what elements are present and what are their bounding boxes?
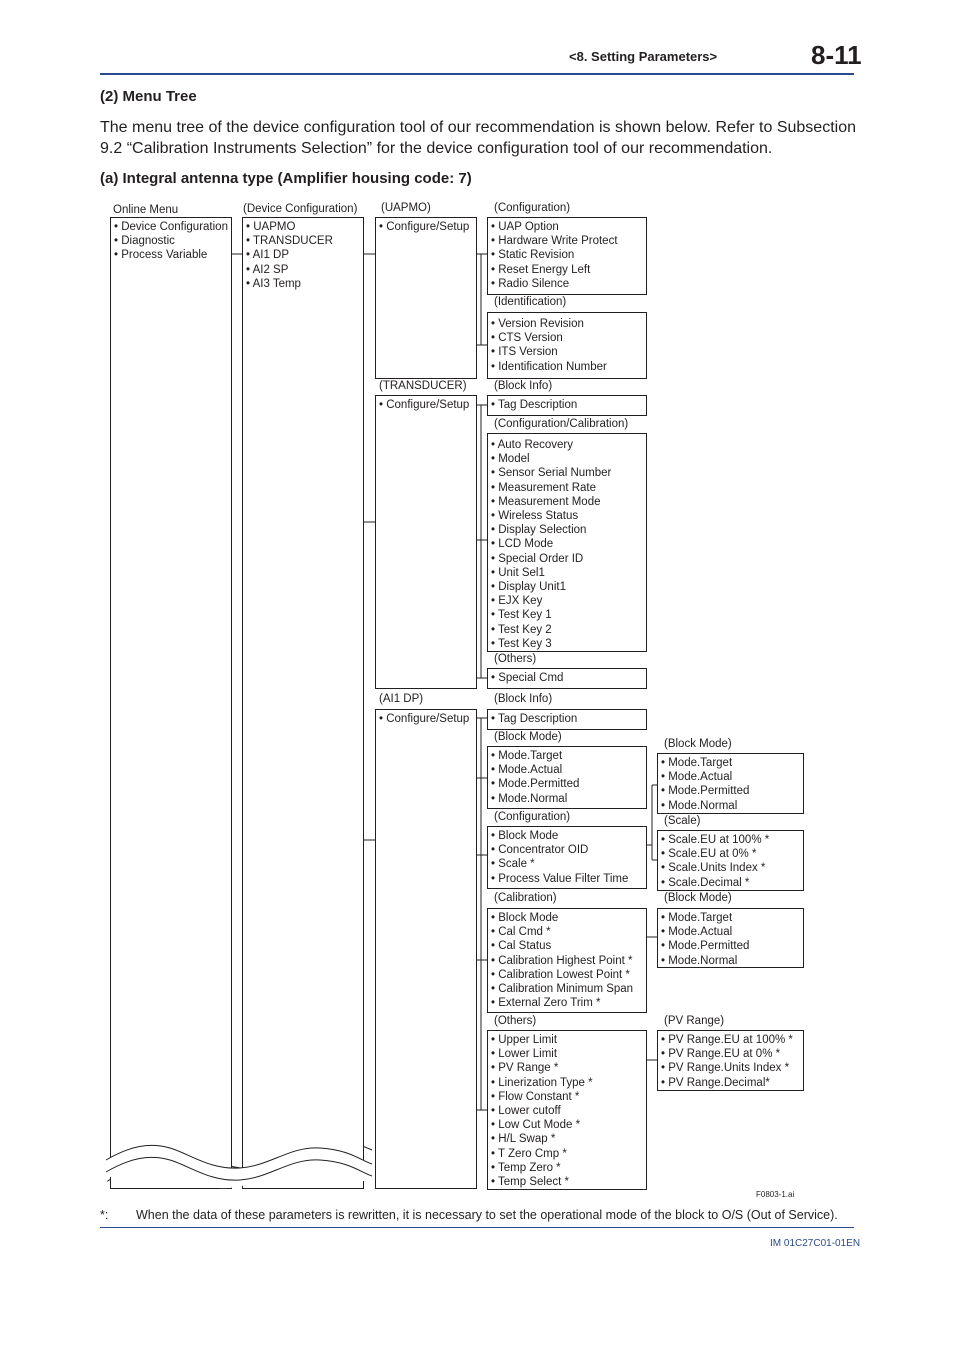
list-item: • Calibration Minimum Span xyxy=(491,983,634,996)
list-item: • Temp Zero * xyxy=(491,1161,561,1174)
list-item: • Calibration Lowest Point * xyxy=(491,968,630,981)
list-item: • AI2 SP xyxy=(246,263,289,276)
list-item: • Identification Number xyxy=(491,360,607,373)
ai1dp-label: (AI1 DP) xyxy=(379,693,424,705)
list-item: • Radio Silence xyxy=(491,277,570,290)
document-id: IM 01C27C01-01EN xyxy=(770,1238,861,1249)
tr-confcal-label: (Configuration/Calibration) xyxy=(494,418,629,430)
tr-blockinfo-label: (Block Info) xyxy=(494,380,553,392)
list-item: • Lower cutoff xyxy=(491,1105,561,1118)
list-item: • Test Key 3 xyxy=(491,637,552,650)
list-item: • Mode.Permitted xyxy=(491,778,580,791)
uap-config-label: (Configuration) xyxy=(494,202,571,214)
list-item: • Concentrator OID xyxy=(491,844,589,857)
list-item: • Test Key 2 xyxy=(491,623,552,636)
page-number: 8-11 xyxy=(811,40,862,70)
device-config-label: (Device Configuration) xyxy=(243,203,358,215)
sub-blockmode-1-label: (Block Mode) xyxy=(664,738,732,750)
list-item: • Cal Cmd * xyxy=(491,926,551,939)
list-item: • Mode.Permitted xyxy=(661,940,750,953)
list-item: • Scale.Decimal * xyxy=(661,876,750,889)
tr-others-label: (Others) xyxy=(494,653,537,665)
list-item: • Mode.Target xyxy=(661,757,733,769)
list-item: • Measurement Mode xyxy=(491,495,601,508)
list-item: • UAP Option xyxy=(491,221,559,233)
list-item: • Test Key 1 xyxy=(491,609,552,622)
list-item: • Reset Energy Left xyxy=(491,263,591,276)
footer-rule xyxy=(100,1227,854,1228)
list-item: • Scale * xyxy=(491,858,535,871)
list-item: • Unit Sel1 xyxy=(491,566,545,579)
list-item: • Diagnostic xyxy=(114,235,175,248)
list-item: • Mode.Target xyxy=(661,912,733,924)
list-item: • CTS Version xyxy=(491,332,563,345)
transducer-label: (TRANSDUCER) xyxy=(379,380,467,392)
list-item: • UAPMO xyxy=(246,221,296,233)
list-item: • H/L Swap * xyxy=(491,1133,556,1146)
list-item: • Hardware Write Protect xyxy=(491,235,618,248)
list-item: • Mode.Permitted xyxy=(661,785,750,798)
list-item: • Configure/Setup xyxy=(379,221,470,233)
footnote-mark: *: xyxy=(100,1208,109,1222)
ai-config-label: (Configuration) xyxy=(494,811,571,823)
list-item: • Lower Limit xyxy=(491,1048,558,1061)
list-item: • Block Mode xyxy=(491,830,559,842)
list-item: • Upper Limit xyxy=(491,1034,558,1046)
ai-blockmode-label: (Block Mode) xyxy=(494,731,562,743)
list-item: • Process Variable xyxy=(114,249,208,262)
list-item: • Process Value Filter Time xyxy=(491,872,629,885)
list-item: • Block Mode xyxy=(491,912,559,924)
sub-pvrange-label: (PV Range) xyxy=(664,1015,725,1027)
list-item: • PV Range.EU at 100% * xyxy=(661,1034,793,1046)
list-item: • Calibration Highest Point * xyxy=(491,954,633,967)
list-item: • Tag Description xyxy=(491,713,578,725)
list-item: • Configure/Setup xyxy=(379,399,470,411)
uapmo-label: (UAPMO) xyxy=(381,202,431,214)
list-item: • Mode.Actual xyxy=(661,926,733,939)
list-item: • Measurement Rate xyxy=(491,481,597,494)
list-item: • ITS Version xyxy=(491,346,558,359)
uap-ident-label: (Identification) xyxy=(494,296,567,308)
list-item: • Mode.Normal xyxy=(661,799,738,812)
list-item: • Static Revision xyxy=(491,249,575,262)
list-item: • Configure/Setup xyxy=(379,713,470,725)
list-item: • PV Range * xyxy=(491,1062,559,1075)
list-item: • TRANSDUCER xyxy=(246,235,333,248)
figure-id: F0803-1.ai xyxy=(756,1190,795,1199)
list-item: • PV Range.Decimal* xyxy=(661,1076,770,1089)
list-item: • Scale.EU at 100% * xyxy=(661,834,770,846)
list-item: • Mode.Target xyxy=(491,750,563,762)
list-item: • Wireless Status xyxy=(491,510,579,523)
list-item: • Device Configuration xyxy=(114,221,228,233)
list-item: • Tag Description xyxy=(491,399,578,411)
list-item: • AI3 Temp xyxy=(246,277,301,290)
footnote-text: When the data of these parameters is rewritten, it is necessary to set the operational mode of the block to O/S (Out of Service). xyxy=(136,1208,838,1222)
list-item: • T Zero Cmp * xyxy=(491,1147,567,1160)
list-item: • Temp Select * xyxy=(491,1176,569,1189)
ai-others-label: (Others) xyxy=(494,1015,537,1027)
section-heading: (2) Menu Tree xyxy=(100,88,197,105)
sub-scale-label: (Scale) xyxy=(664,815,701,827)
list-item: • Auto Recovery xyxy=(491,439,574,451)
list-item: • Flow Constant * xyxy=(491,1090,580,1103)
list-item: • Sensor Serial Number xyxy=(491,467,612,480)
list-item: • Mode.Actual xyxy=(661,771,733,784)
list-item: • PV Range.EU at 0% * xyxy=(661,1048,781,1061)
section-title: <8. Setting Parameters> xyxy=(569,49,718,64)
ai-blockinfo-label: (Block Info) xyxy=(494,693,553,705)
ai-calib-label: (Calibration) xyxy=(494,892,557,904)
list-item: • Scale.Units Index * xyxy=(661,862,766,875)
list-item: • Version Revision xyxy=(491,318,584,330)
list-item: • Scale.EU at 0% * xyxy=(661,848,757,861)
sub-blockmode-2-label: (Block Mode) xyxy=(664,892,732,904)
list-item: • Low Cut Mode * xyxy=(491,1119,581,1132)
list-item: • External Zero Trim * xyxy=(491,997,601,1010)
list-item: • LCD Mode xyxy=(491,538,554,551)
list-item: • EJX Key xyxy=(491,595,543,608)
list-item: • Cal Status xyxy=(491,940,552,953)
list-item: • Model xyxy=(491,453,530,466)
list-item: • AI1 DP xyxy=(246,249,290,262)
list-item: • PV Range.Units Index * xyxy=(661,1062,790,1075)
intro-paragraph: The menu tree of the device configuration tool of our recommendation is shown below. Refer to Subsection 9.2 “Calibration Instruments Selection” for the device configuration tool of our recommendation. xyxy=(100,119,856,157)
list-item: • Special Cmd xyxy=(491,672,564,684)
list-item: • Mode.Normal xyxy=(491,792,568,805)
list-item: • Mode.Normal xyxy=(661,954,738,967)
list-item: • Display Unit1 xyxy=(491,581,566,594)
list-item: • Linerization Type * xyxy=(491,1076,593,1089)
list-item: • Mode.Actual xyxy=(491,764,563,777)
online-menu-label: Online Menu xyxy=(113,204,179,216)
list-item: • Display Selection xyxy=(491,524,587,537)
list-item: • Special Order ID xyxy=(491,552,584,565)
sub-heading: (a) Integral antenna type (Amplifier housing code: 7) xyxy=(100,170,472,187)
